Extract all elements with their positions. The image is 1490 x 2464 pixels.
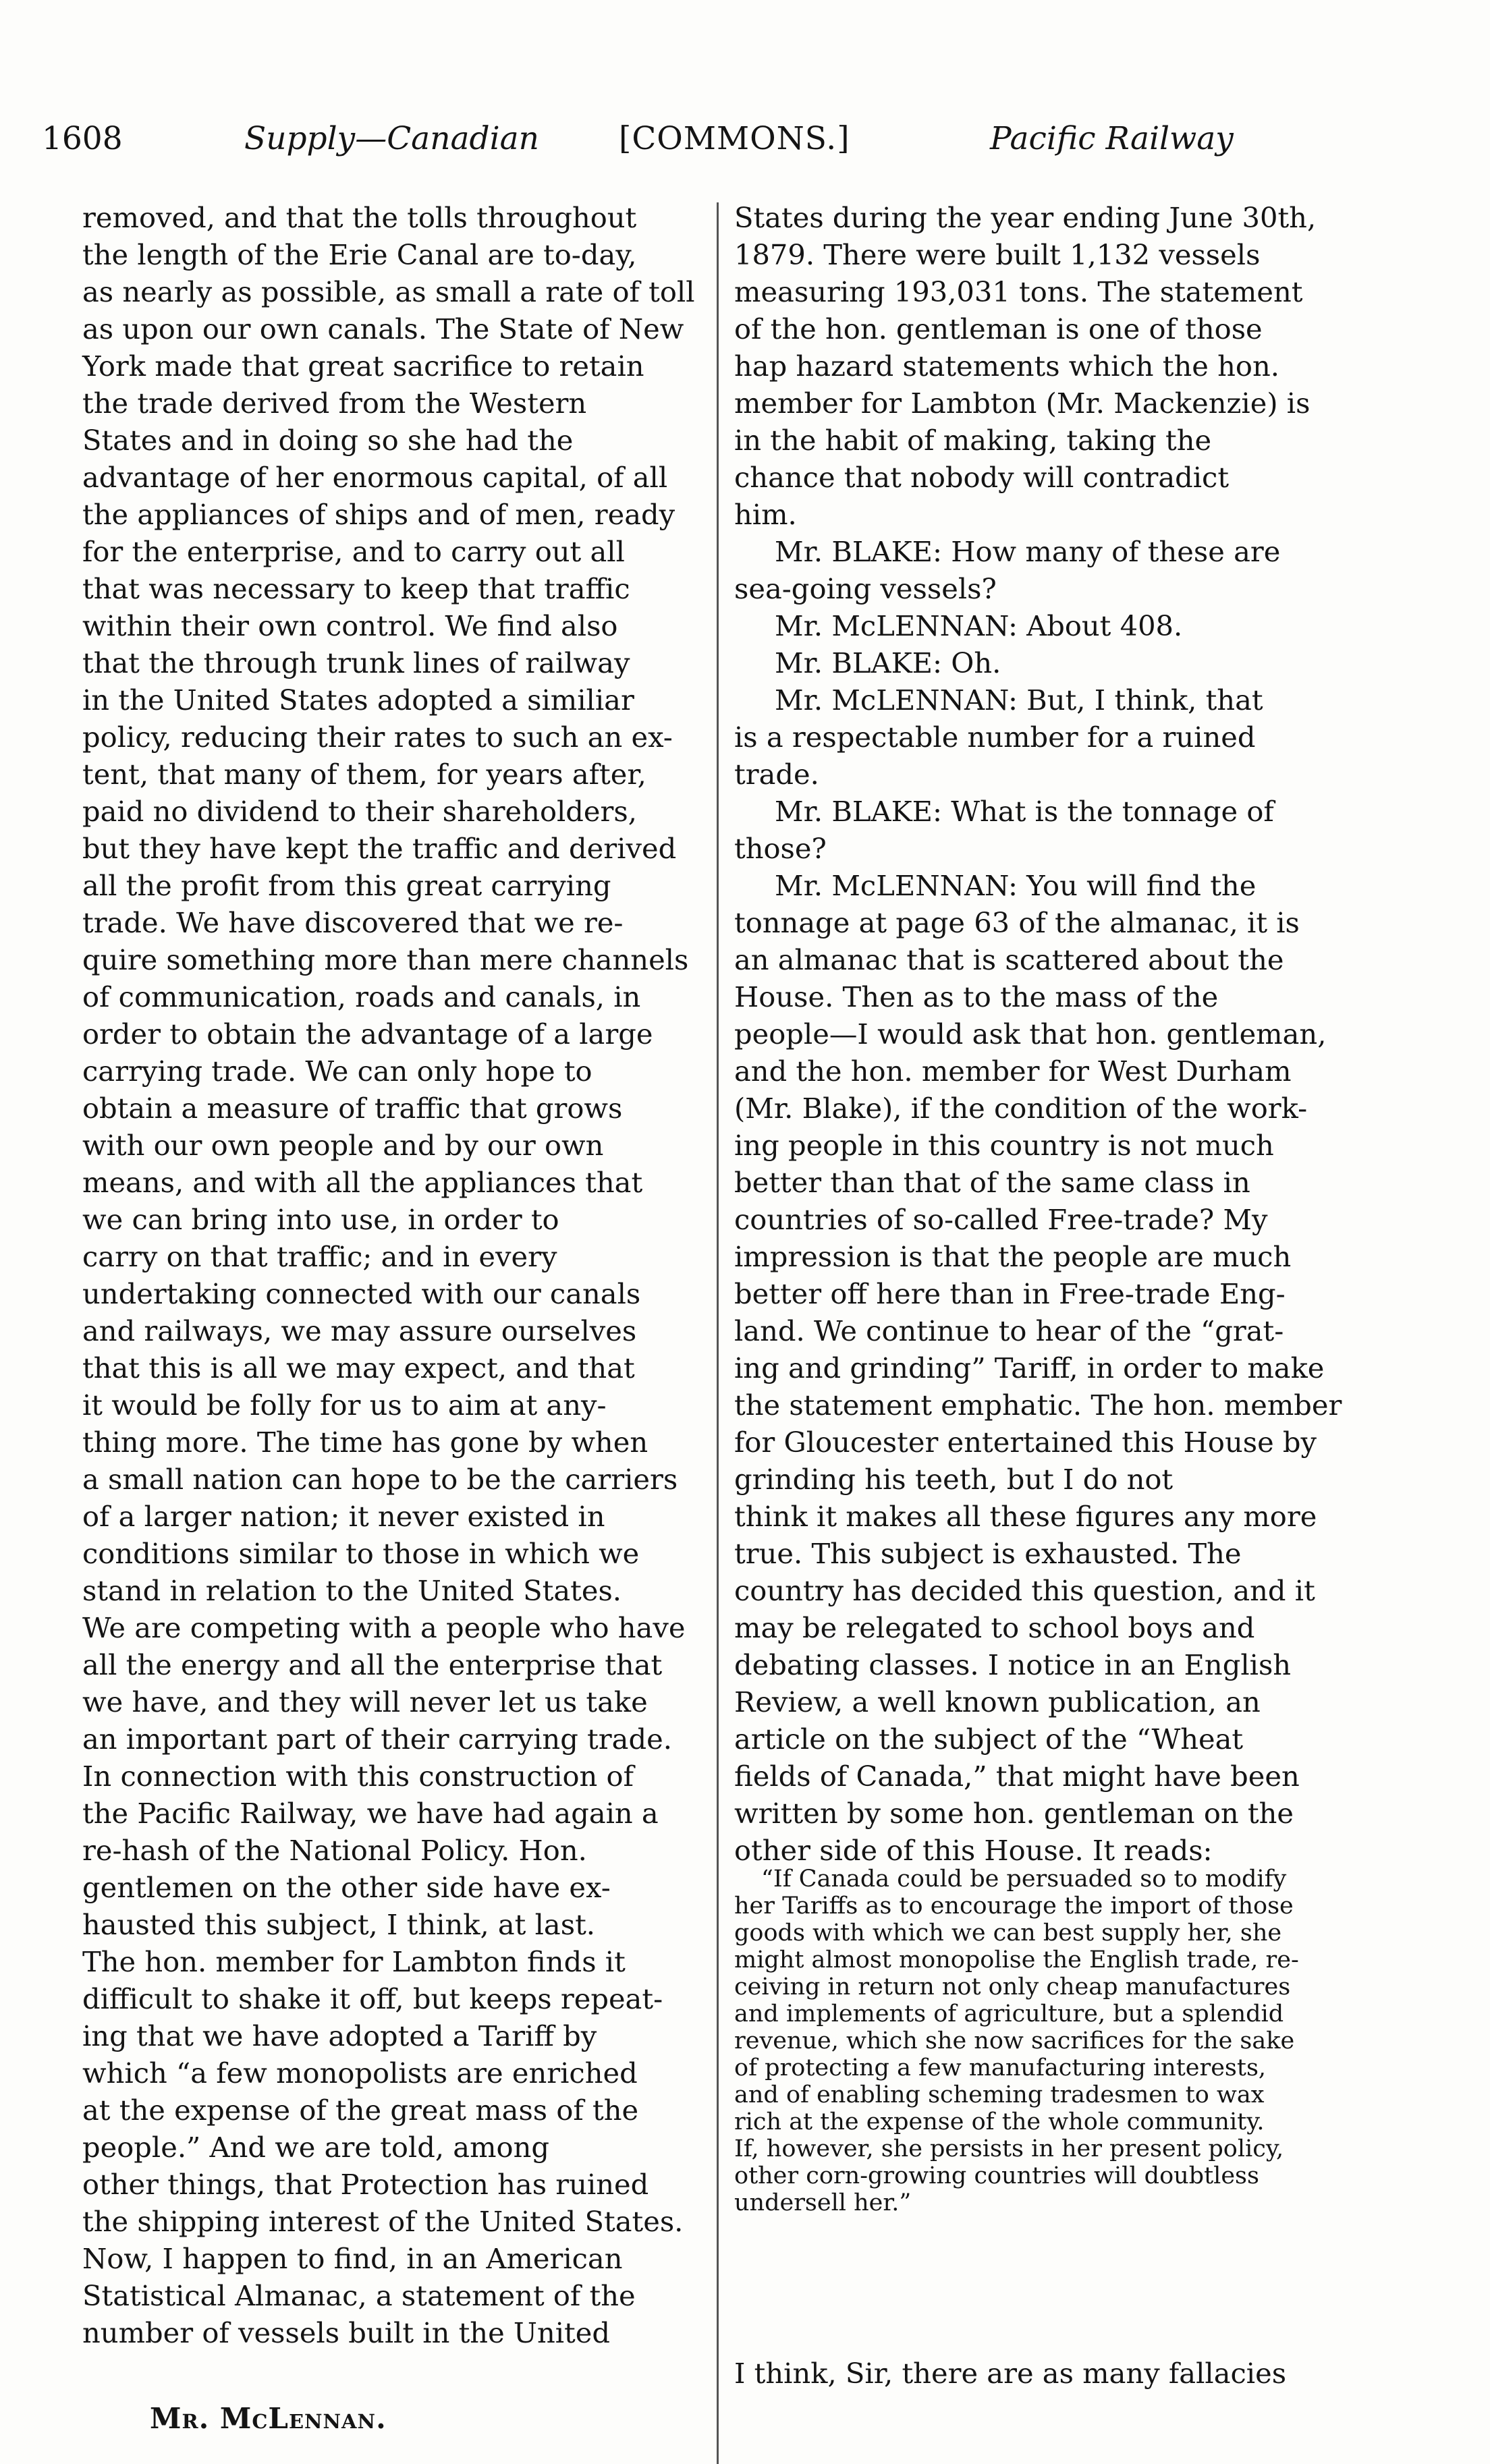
text-line: land. We continue to hear of the “grat- [734, 1314, 1284, 1347]
page-number: 1608 [42, 120, 123, 157]
text-line: the length of the Erie Canal are to-day, [82, 238, 637, 271]
text-line: the statement emphatic. The hon. member [734, 1389, 1342, 1422]
text-line: of a larger nation; it never existed in [82, 1500, 605, 1533]
text-line: House. Then as to the mass of the [734, 980, 1219, 1013]
text-line: may be relegated to school boys and [734, 1611, 1255, 1644]
text-line: country has decided this question, and it [734, 1574, 1315, 1607]
text-line: fields of Canada,” that might have been [734, 1760, 1300, 1793]
text-line: hap hazard statements which the hon. [734, 349, 1279, 383]
text-line: the Pacific Railway, we have had again a [82, 1797, 659, 1830]
text-line: we can bring into use, in order to [82, 1203, 559, 1236]
text-line: other things, that Protection has ruined [82, 2168, 649, 2201]
text-line: States and in doing so she had the [82, 424, 574, 457]
text-line: we have, and they will never let us take [82, 1685, 648, 1718]
text-line: article on the subject of the “Wheat [734, 1723, 1244, 1756]
text-line: member for Lambton (Mr. Mackenzie) is [734, 387, 1310, 420]
text-line: is a respectable number for a ruined [734, 721, 1256, 754]
text-line: “If Canada could be persuaded so to modify [761, 1866, 1287, 1893]
text-line: written by some hon. gentleman on the [734, 1797, 1294, 1830]
text-line: undersell her.” [734, 2189, 912, 2216]
text-line: better off here than in Free-trade Eng- [734, 1277, 1286, 1310]
text-line: obtain a measure of traffic that grows [82, 1092, 623, 1125]
text-line: Mr. McLENNAN: But, I think, that [775, 683, 1263, 717]
quoted-passage [734, 1866, 1342, 2216]
text-line: undertaking connected with our canals [82, 1277, 641, 1310]
text-line: an almanac that is scattered about the [734, 943, 1284, 976]
text-line: carry on that traffic; and in every [82, 1240, 557, 1273]
text-line: of the hon. gentleman is one of those [734, 312, 1263, 345]
text-line: the trade derived from the Western [82, 387, 587, 420]
running-header [42, 120, 1236, 167]
text-line: The hon. member for Lambton finds it [82, 1945, 626, 1978]
text-line: and of enabling scheming tradesmen to wax [734, 2081, 1265, 2108]
text-line: York made that great sacrifice to retain [82, 349, 644, 383]
text-line: an important part of their carrying trade. [82, 1723, 672, 1756]
text-line: those? [734, 832, 827, 865]
text-line: with our own people and by our own [82, 1129, 604, 1162]
text-line: Mr. McLENNAN: About 408. [775, 609, 1183, 642]
text-line: If, however, she persists in her present policy, [734, 2135, 1284, 2162]
text-line: of communication, roads and canals, in [82, 980, 641, 1013]
text-line: impression is that the people are much [734, 1240, 1292, 1273]
text-line: within their own control. We find also [82, 609, 618, 642]
text-line: number of vessels built in the United [82, 2316, 611, 2349]
text-line: policy, reducing their rates to such an ex- [82, 721, 673, 754]
text-line: which “a few monopolists are enriched [82, 2056, 638, 2090]
text-line: Mr. BLAKE: Oh. [775, 646, 1001, 679]
text-line: order to obtain the advantage of a large [82, 1017, 653, 1051]
text-line: him. [734, 498, 797, 531]
text-line: true. This subject is exhausted. The [734, 1537, 1242, 1570]
text-line: all the energy and all the enterprise that [82, 1648, 663, 1681]
speaker-signature: Mr. McLennan. [150, 2402, 387, 2435]
text-line: and implements of agriculture, but a splendid [734, 2000, 1284, 2027]
text-line: (Mr. Blake), if the condition of the work- [734, 1092, 1308, 1125]
text-line: removed, and that the tolls throughout [82, 201, 637, 234]
text-line: Now, I happen to find, in an American [82, 2242, 623, 2275]
text-line: thing more. The time has gone by when [82, 1426, 649, 1459]
text-line: revenue, which she now sacrifices for the sake [734, 2027, 1295, 2054]
left-column [82, 199, 707, 2351]
text-line: other corn-growing countries will doubtless [734, 2162, 1259, 2189]
text-line: as nearly as possible, as small a rate of toll [82, 275, 695, 308]
text-line: the appliances of ships and of men, ready [82, 498, 675, 531]
text-line: that was necessary to keep that traffic [82, 572, 630, 605]
text-line: for the enterprise, and to carry out all [82, 535, 625, 568]
text-line: carrying trade. We can only hope to [82, 1055, 592, 1088]
text-line: in the habit of making, taking the [734, 424, 1212, 457]
text-line: at the expense of the great mass of the [82, 2094, 639, 2127]
closing-line: I think, Sir, there are as many fallacies [734, 2357, 1287, 2390]
text-line: in the United States adopted a similiar [82, 683, 634, 717]
text-line: States during the year ending June 30th, [734, 201, 1317, 234]
text-line: for Gloucester entertained this House by [734, 1426, 1317, 1459]
text-line: a small nation can hope to be the carriers [82, 1463, 678, 1496]
text-line: debating classes. I notice in an English [734, 1648, 1292, 1681]
text-line: 1879. There were built 1,132 vessels [734, 238, 1261, 271]
text-line: ing people in this country is not much [734, 1129, 1274, 1162]
text-line: and railways, we may assure ourselves [82, 1314, 637, 1347]
text-line: Mr. BLAKE: What is the tonnage of [775, 795, 1274, 828]
text-line: as upon our own canals. The State of New [82, 312, 684, 345]
text-line: measuring 193,031 tons. The statement [734, 275, 1303, 308]
text-line: In connection with this construction of [82, 1760, 634, 1793]
text-line: difficult to shake it off, but keeps repeat- [82, 1982, 663, 2015]
text-line: chance that nobody will contradict [734, 461, 1230, 494]
text-line: hausted this subject, I think, at last. [82, 1908, 595, 1941]
text-line: and the hon. member for West Durham [734, 1055, 1292, 1088]
text-line: means, and with all the appliances that [82, 1166, 643, 1199]
text-line: advantage of her enormous capital, of all [82, 461, 668, 494]
text-line: rich at the expense of the whole community. [734, 2108, 1265, 2135]
text-line: sea-going vessels? [734, 572, 997, 605]
text-line: grinding his teeth, but I do not [734, 1463, 1174, 1496]
text-line: but they have kept the traffic and derived [82, 832, 677, 865]
text-line: that this is all we may expect, and that [82, 1351, 635, 1384]
text-line: Review, a well known publication, an [734, 1685, 1261, 1718]
text-line: We are competing with a people who have [82, 1611, 686, 1644]
column-divider [717, 202, 719, 2464]
text-line: re-hash of the National Policy. Hon. [82, 1834, 587, 1867]
text-line: tent, that many of them, for years after, [82, 758, 646, 791]
text-line: might almost monopolise the English trade, re- [734, 1947, 1299, 1973]
text-line: it would be folly for us to aim at any- [82, 1389, 607, 1422]
text-line: better than that of the same class in [734, 1166, 1250, 1199]
text-line: people.” And we are told, among [82, 2131, 549, 2164]
text-line: trade. We have discovered that we re- [82, 906, 624, 939]
text-line: stand in relation to the United States. [82, 1574, 622, 1607]
text-line: the shipping interest of the United States. [82, 2205, 684, 2238]
text-line: quire something more than mere channels [82, 943, 689, 976]
text-line: Mr. BLAKE: How many of these are [775, 535, 1281, 568]
text-line: paid no dividend to their shareholders, [82, 795, 637, 828]
text-line: her Tariffs as to encourage the import of those [734, 1893, 1294, 1920]
header-left-title: Supply—Canadian [244, 120, 539, 157]
header-right-title: Pacific Railway [990, 120, 1234, 157]
text-line: Statistical Almanac, a statement of the [82, 2279, 636, 2312]
header-center-title: [COMMONS.] [619, 120, 850, 157]
text-line: ing and grinding” Tariff, in order to make [734, 1351, 1325, 1384]
closing-paragraph [734, 2355, 1363, 2392]
text-line: tonnage at page 63 of the almanac, it is [734, 906, 1300, 939]
text-line: ing that we have adopted a Tariff by [82, 2019, 597, 2052]
text-line: goods with which we can best supply her, she [734, 1920, 1282, 1947]
right-column [734, 199, 1363, 1869]
text-line: countries of so-called Free-trade? My [734, 1203, 1268, 1236]
text-line: of protecting a few manufacturing interests, [734, 2054, 1267, 2081]
text-line: conditions similar to those in which we [82, 1537, 640, 1570]
text-line: that the through trunk lines of railway [82, 646, 630, 679]
text-line: other side of this House. It reads: [734, 1834, 1213, 1867]
text-line: gentlemen on the other side have ex- [82, 1871, 611, 1904]
text-line: think it makes all these figures any more [734, 1500, 1317, 1533]
text-line: ceiving in return not only cheap manufactures [734, 1973, 1291, 2000]
text-line: people—I would ask that hon. gentleman, [734, 1017, 1327, 1051]
text-line: trade. [734, 758, 819, 791]
text-line: all the profit from this great carrying [82, 869, 611, 902]
text-line: Mr. McLENNAN: You will find the [775, 869, 1257, 902]
